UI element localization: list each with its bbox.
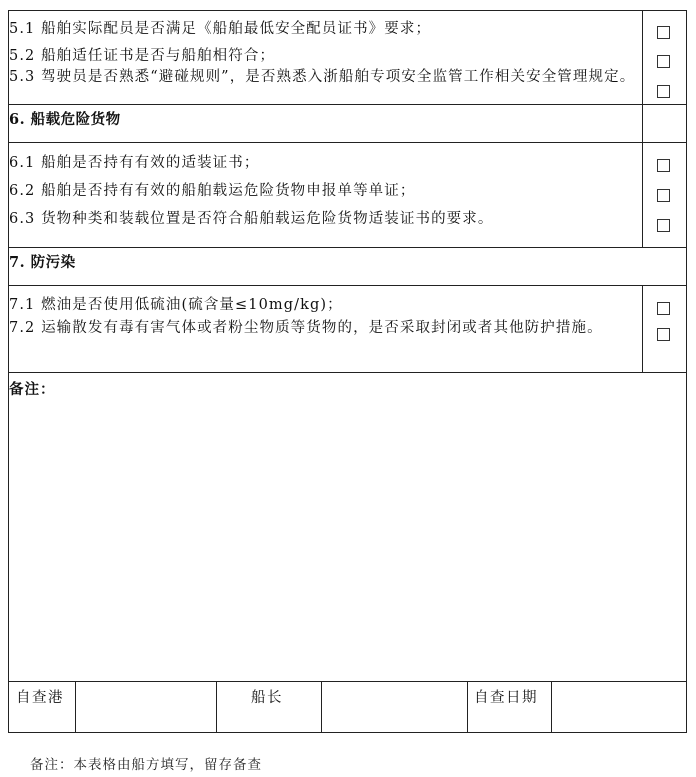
checkbox-5-1[interactable] [657, 26, 670, 39]
row-divider [9, 285, 686, 286]
checkbox-7-1[interactable] [657, 302, 670, 315]
checkbox-6-3[interactable] [657, 219, 670, 232]
self-check-date-field[interactable] [555, 684, 683, 728]
row-divider [9, 142, 686, 143]
checklist-item-5-3: 5.3 驾驶员是否熟悉“避碰规则”，是否熟悉入浙船舶专项安全监管工作相关安全管理规定。 [9, 69, 636, 85]
column-divider [551, 681, 552, 732]
row-divider [9, 681, 686, 682]
inspection-table [8, 10, 687, 733]
row-divider [9, 372, 686, 373]
self-check-port-label: 自查港 [16, 690, 64, 706]
checklist-item-5-1: 5.1 船舶实际配员是否满足《船舶最低安全配员证书》要求； [9, 21, 432, 37]
row-divider [9, 10, 686, 11]
checkbox-6-2[interactable] [657, 189, 670, 202]
row-divider [9, 104, 686, 105]
checklist-item-5-2: 5.2 船舶适任证书是否与船舶相符合； [9, 48, 276, 64]
captain-field[interactable] [325, 684, 464, 728]
row-divider [9, 247, 686, 248]
notes-area[interactable] [13, 402, 681, 672]
captain-label: 船长 [251, 690, 283, 706]
section-heading-7: 7. 防污染 [9, 254, 76, 271]
checklist-item-7-2: 7.2 运输散发有毒有害气体或者粉尘物质等货物的，是否采取封闭或者其他防护措施。 [9, 320, 603, 336]
checklist-item-6-1: 6.1 船舶是否持有有效的适装证书； [9, 155, 260, 171]
column-divider [642, 285, 643, 372]
notes-label: 备注： [9, 381, 56, 398]
checkbox-7-2[interactable] [657, 328, 670, 341]
self-check-date-label: 自查日期 [474, 690, 538, 706]
checklist-item-7-1: 7.1 燃油是否使用低硫油(硫含量≤10mg/kg)； [9, 297, 343, 313]
column-divider [75, 681, 76, 732]
checkbox-6-1[interactable] [657, 159, 670, 172]
checkbox-5-3[interactable] [657, 85, 670, 98]
checkbox-5-2[interactable] [657, 55, 670, 68]
self-check-port-field[interactable] [79, 684, 213, 728]
column-divider [216, 681, 217, 732]
column-divider [467, 681, 468, 732]
checklist-item-6-3: 6.3 货物种类和装载位置是否符合船舶载运危险货物适装证书的要求。 [9, 211, 494, 227]
column-divider [321, 681, 322, 732]
footnote: 备注：本表格由船方填写，留存备查 [30, 757, 262, 773]
column-divider [642, 10, 643, 247]
checklist-item-6-2: 6.2 船舶是否持有有效的船舶载运危险货物申报单等单证； [9, 183, 416, 199]
section-heading-6: 6. 船载危险货物 [9, 111, 121, 128]
